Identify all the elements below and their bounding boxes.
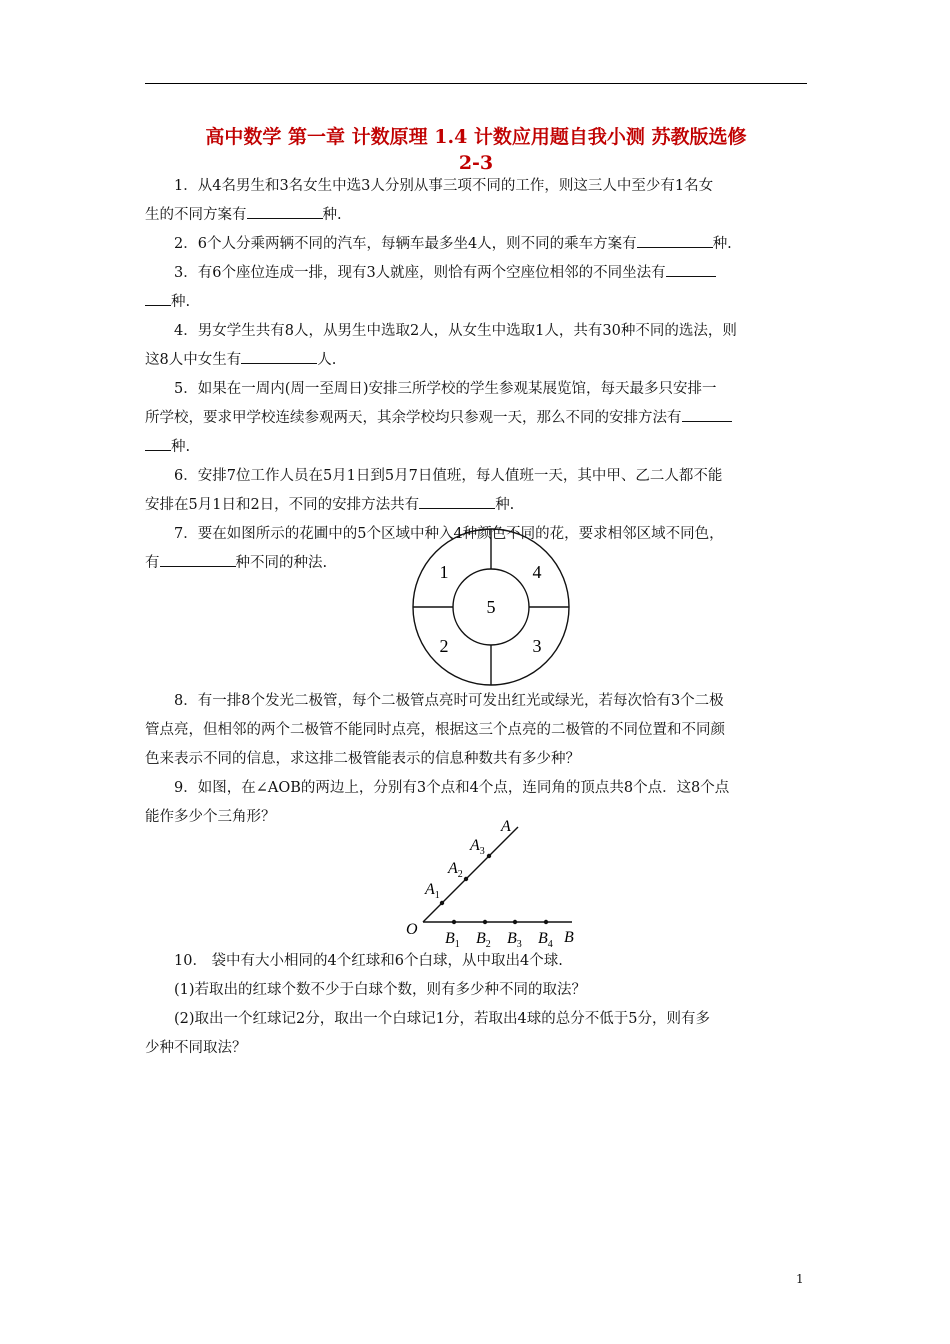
label-b: B xyxy=(564,929,574,946)
q6-line1: 6．安排7位工作人员在5月1日到5月7日值班，每人值班一天，其中甲、乙二人都不能 xyxy=(174,468,723,484)
svg-text:A3: $A_3$ xyxy=(470,837,485,857)
q4-line1: 4．男女学生共有8人，从男生中选取2人，从女生中选取1人，共有30种不同的选法，则 xyxy=(174,323,737,339)
answer-blank xyxy=(247,204,323,219)
page-number: 1 xyxy=(796,1272,804,1286)
svg-text:B3: $B_3$ xyxy=(507,930,522,950)
q10-part2-line2: 少种不同取法？ xyxy=(145,1040,247,1056)
angle-aob-figure xyxy=(398,810,598,950)
answer-blank xyxy=(682,407,732,422)
answer-blank xyxy=(419,494,495,509)
answer-blank xyxy=(637,233,713,248)
svg-text:A1: $A_1$ xyxy=(425,881,440,901)
q2-line1: 2．6个人分乘两辆不同的汽车，每辆车最多坐4人，则不同的乘车方案有 种. xyxy=(145,230,807,259)
doc-title-line1: 高中数学 第一章 计数原理 1.4 计数应用题自我小测 苏教版选修 xyxy=(205,126,747,148)
svg-text:A2: $A_2$ xyxy=(448,860,463,880)
region-3-label: 3 xyxy=(532,636,542,656)
point-b3 xyxy=(513,920,517,924)
questions-block-1 xyxy=(145,172,807,578)
q3-line1: 3．有6个座位连成一排，现有3人就座，则恰有两个空座位相邻的不同坐法有 xyxy=(145,259,807,288)
q8-line3: 色来表示不同的信息，求这排二极管能表示的信息种数共有多少种？ xyxy=(145,751,580,767)
answer-blank xyxy=(160,552,236,567)
q4-line2: 这8人中女生有 人. xyxy=(145,346,807,375)
svg-text:B2: $B_2$ xyxy=(476,930,491,950)
q7-line2: 有 种不同的种法. xyxy=(145,549,807,578)
svg-text:B4: $B_4$ xyxy=(538,930,553,950)
q1-line1: 1．从4名男生和3名女生中选3人分别从事三项不同的工作，则这三人中至少有1名女 xyxy=(174,178,714,194)
answer-blank xyxy=(145,436,171,451)
point-a3 xyxy=(487,854,491,858)
q3-line2: 种. xyxy=(145,288,807,317)
region-2-label: 2 xyxy=(439,636,449,656)
answer-blank xyxy=(241,349,317,364)
q9-line1: 9．如图，在∠AOB的两边上，分别有3个点和4个点，连同角的顶点共8个点．这8个点 xyxy=(174,780,730,796)
questions-block-3 xyxy=(145,947,807,1063)
region-5-label: 5 xyxy=(486,597,496,617)
q10-line1: 10． 袋中有大小相同的4个红球和6个白球，从中取出4个球. xyxy=(174,953,563,969)
svg-text:B1: $B_1$ xyxy=(445,930,460,950)
q6-line2: 安排在5月1日和2日，不同的安排方法共有 种. xyxy=(145,491,807,520)
q5-line3: 种. xyxy=(145,433,807,462)
q5-line2: 所学校，要求甲学校连续参观两天，其余学校均只参观一天，那么不同的安排方法有 xyxy=(145,404,807,433)
q10-part1: (1)若取出的红球个数不少于白球个数，则有多少种不同的取法？ xyxy=(174,982,587,998)
answer-blank xyxy=(666,262,716,277)
label-a2 xyxy=(447,860,463,880)
q10-part2-line1: (2)取出一个红球记2分，取出一个白球记1分，若取出4球的总分不低于5分，则有多 xyxy=(174,1011,710,1027)
region-1-label: 1 xyxy=(439,562,449,582)
point-a1 xyxy=(440,901,444,905)
q7-line1: 7．要在如图所示的花圃中的5个区域中种入4种颜色不同的花，要求相邻区域不同色， xyxy=(174,526,724,542)
q8-line2: 管点亮，但相邻的两个二极管不能同时点亮，根据这三个点亮的二极管的不同位置和不同颜 xyxy=(145,722,725,738)
q8-line1: 8．有一排8个发光二极管，每个二极管点亮时可发出红光或绿光，若每次恰有3个二极 xyxy=(174,693,724,709)
label-a1 xyxy=(424,881,440,901)
region-4-label: 4 xyxy=(532,562,542,582)
point-b4 xyxy=(544,920,548,924)
header-rule xyxy=(145,83,807,84)
answer-blank xyxy=(145,291,171,306)
q5-line1: 5．如果在一周内(周一至周日)安排三所学校的学生参观某展览馆，每天最多只安排一 xyxy=(174,381,717,397)
label-a: A xyxy=(501,818,511,835)
point-a2 xyxy=(464,877,468,881)
label-o: O xyxy=(406,921,418,938)
flower-bed-figure xyxy=(410,526,572,688)
doc-title-line2: 2-3 xyxy=(458,152,494,174)
point-b1 xyxy=(452,920,456,924)
q1-line2: 生的不同方案有 种. xyxy=(145,201,807,230)
point-b2 xyxy=(483,920,487,924)
label-a3 xyxy=(469,837,485,857)
q9-line2: 能作多少个三角形？ xyxy=(145,809,276,825)
